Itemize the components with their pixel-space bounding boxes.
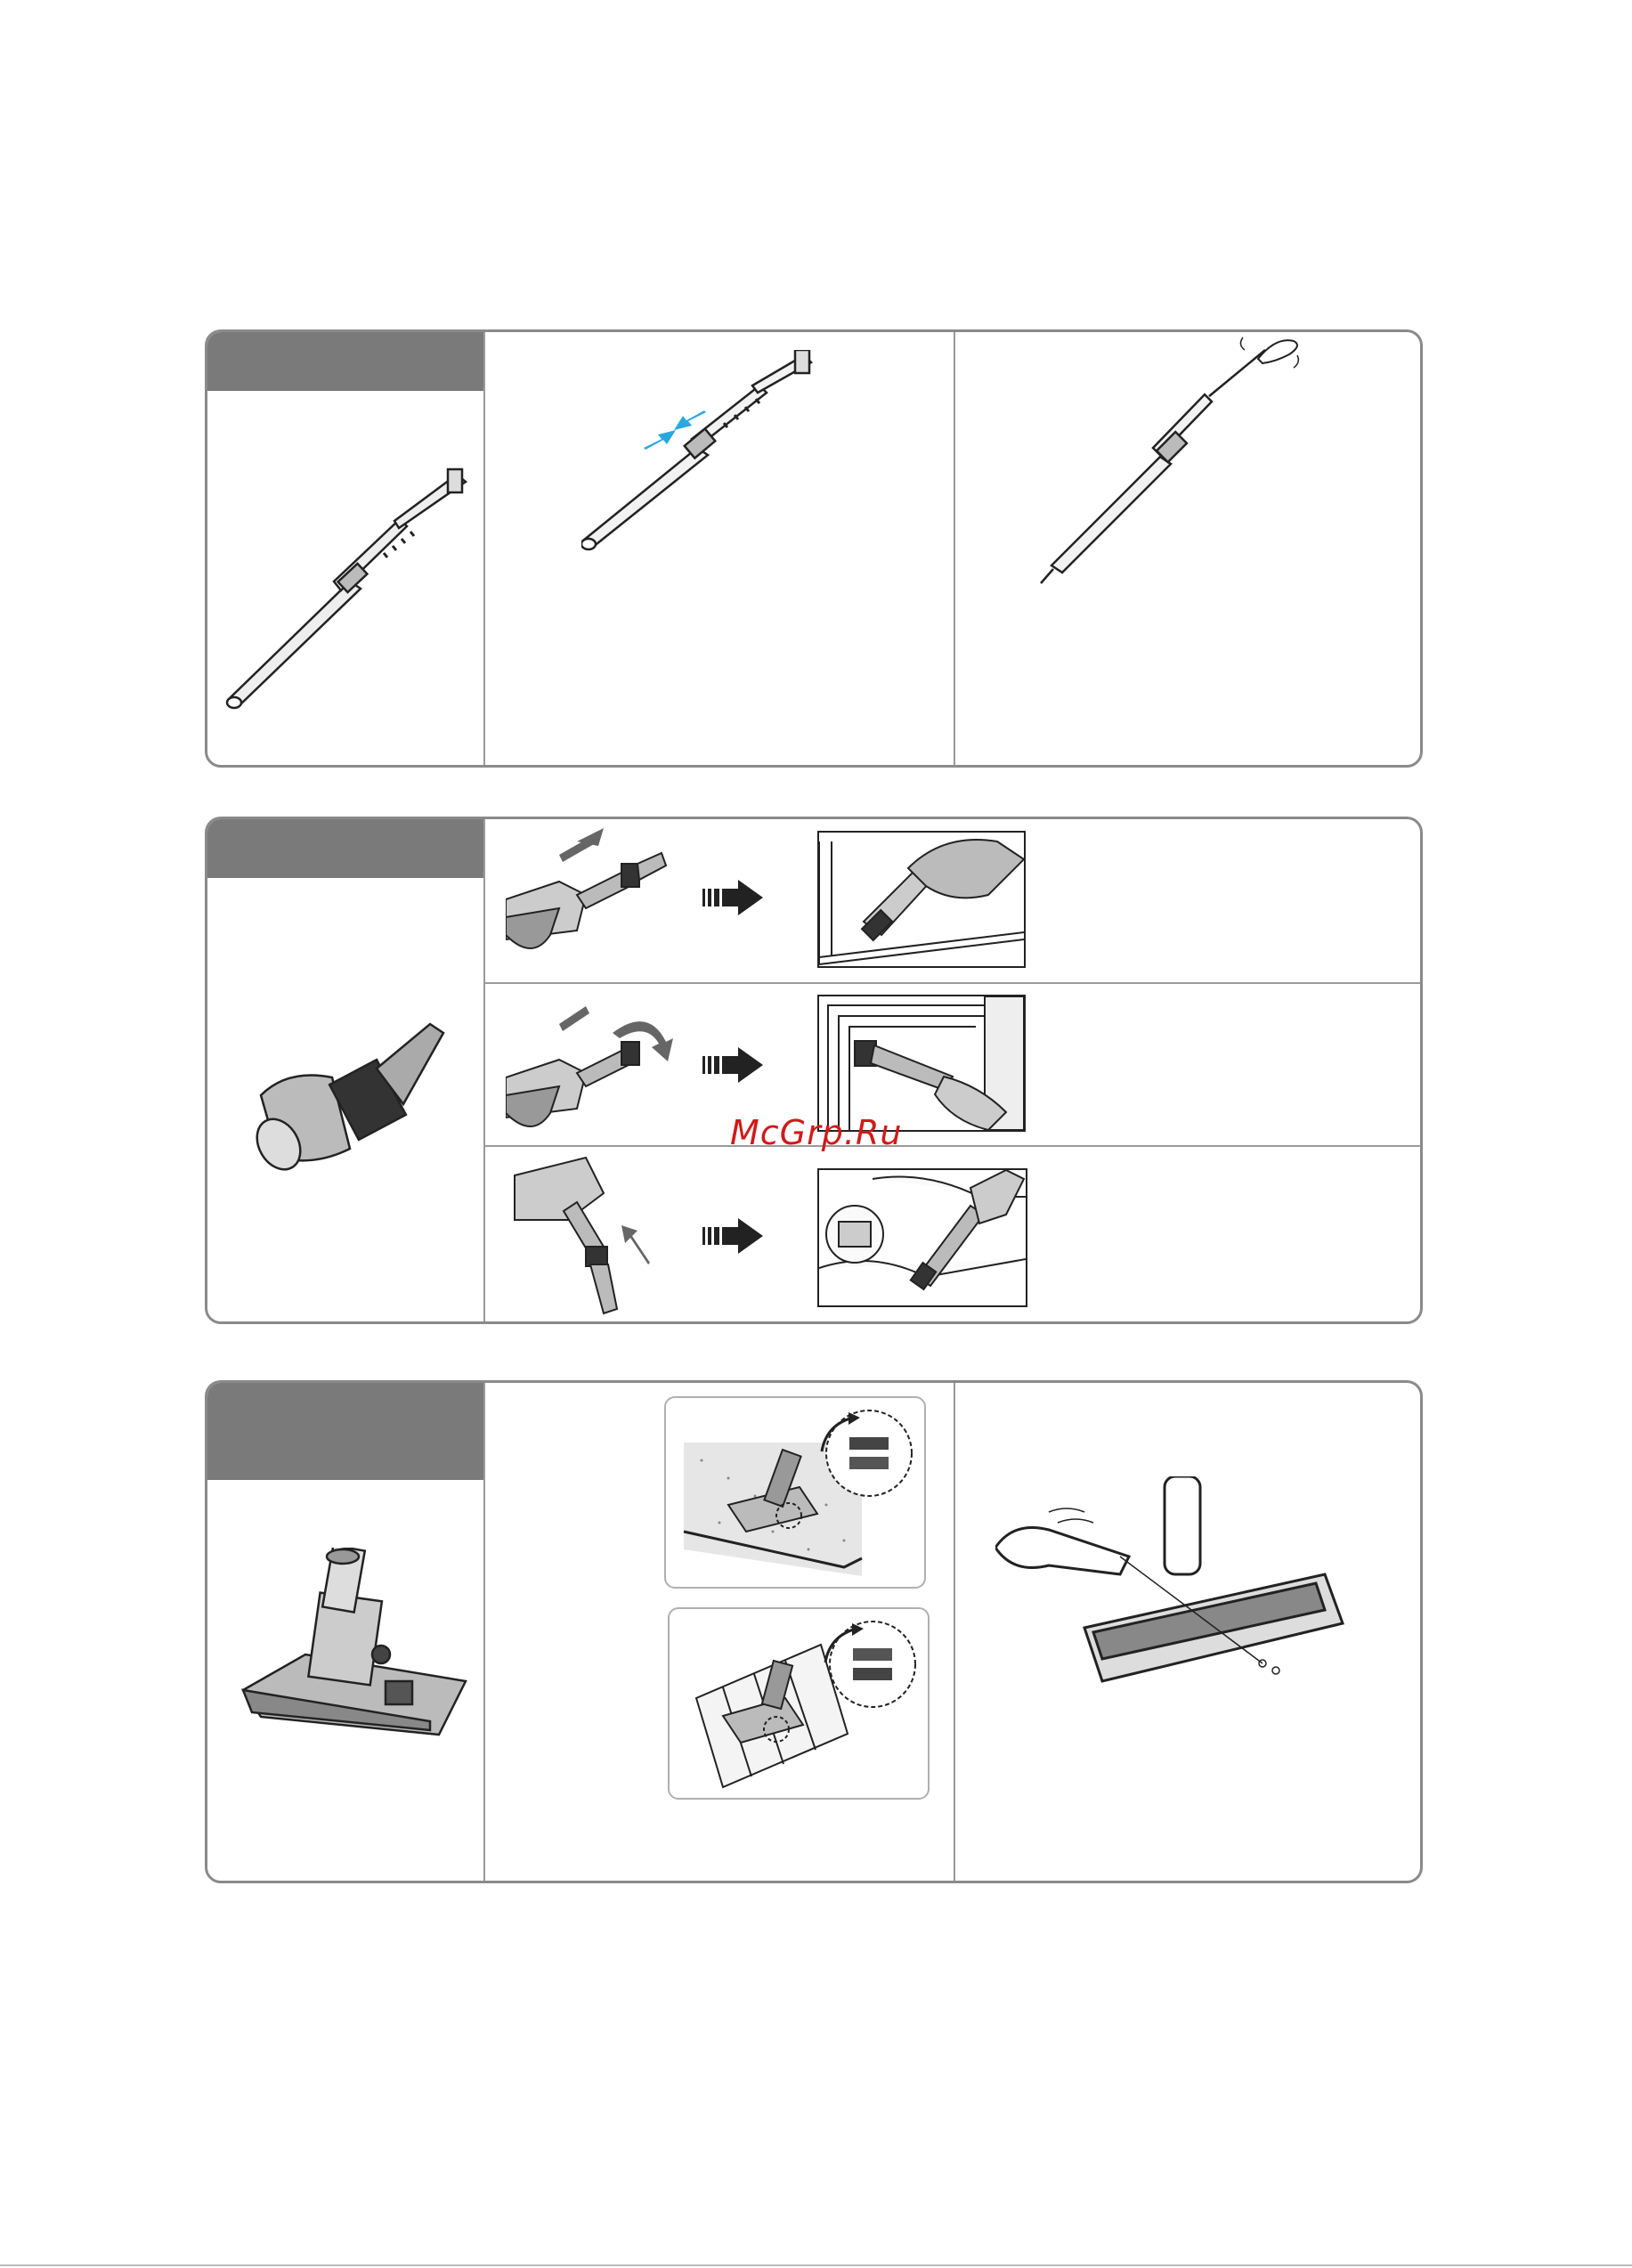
crevice-attach-step-3 [506, 1149, 684, 1318]
pipe-panel [205, 329, 1423, 768]
crevice-usage-corner-frame [817, 831, 1026, 968]
floor-brush-icon [234, 1548, 475, 1761]
crevice-section-tab [207, 819, 483, 878]
crevice-usage-window-frame [817, 995, 1026, 1132]
arrow-right-icon [702, 880, 765, 915]
brush-panel [205, 1380, 1423, 1883]
divider [483, 332, 485, 765]
divider [483, 1145, 1420, 1147]
page-bottom-rule [0, 2264, 1632, 2266]
crevice-usage-sofa-frame [817, 1168, 1027, 1307]
floor-mode-frame [668, 1607, 930, 1800]
divider [954, 332, 955, 765]
divider [483, 982, 1420, 984]
telescopic-pipe-icon [225, 466, 475, 724]
pipe-section-tab [207, 332, 483, 391]
arrow-right-icon [702, 1218, 765, 1254]
watermark-text: McGrp.Ru [730, 1113, 903, 1152]
divider [483, 1383, 485, 1881]
pipe-adjust-icon [581, 350, 866, 564]
crevice-tool-icon [252, 1015, 457, 1193]
carpet-mode-icon [666, 1398, 924, 1587]
pipe-unclog-icon [1035, 332, 1320, 599]
crevice-attach-step-2 [506, 988, 684, 1140]
floor-mode-icon [670, 1609, 928, 1798]
brush-section-tab [207, 1383, 483, 1480]
carpet-mode-frame [664, 1396, 926, 1589]
crevice-panel [205, 817, 1423, 1324]
divider [483, 819, 485, 1321]
brush-cleaning-icon [995, 1476, 1352, 1752]
divider [954, 1383, 955, 1881]
crevice-attach-step-1 [506, 828, 684, 980]
arrow-right-icon [702, 1047, 765, 1083]
